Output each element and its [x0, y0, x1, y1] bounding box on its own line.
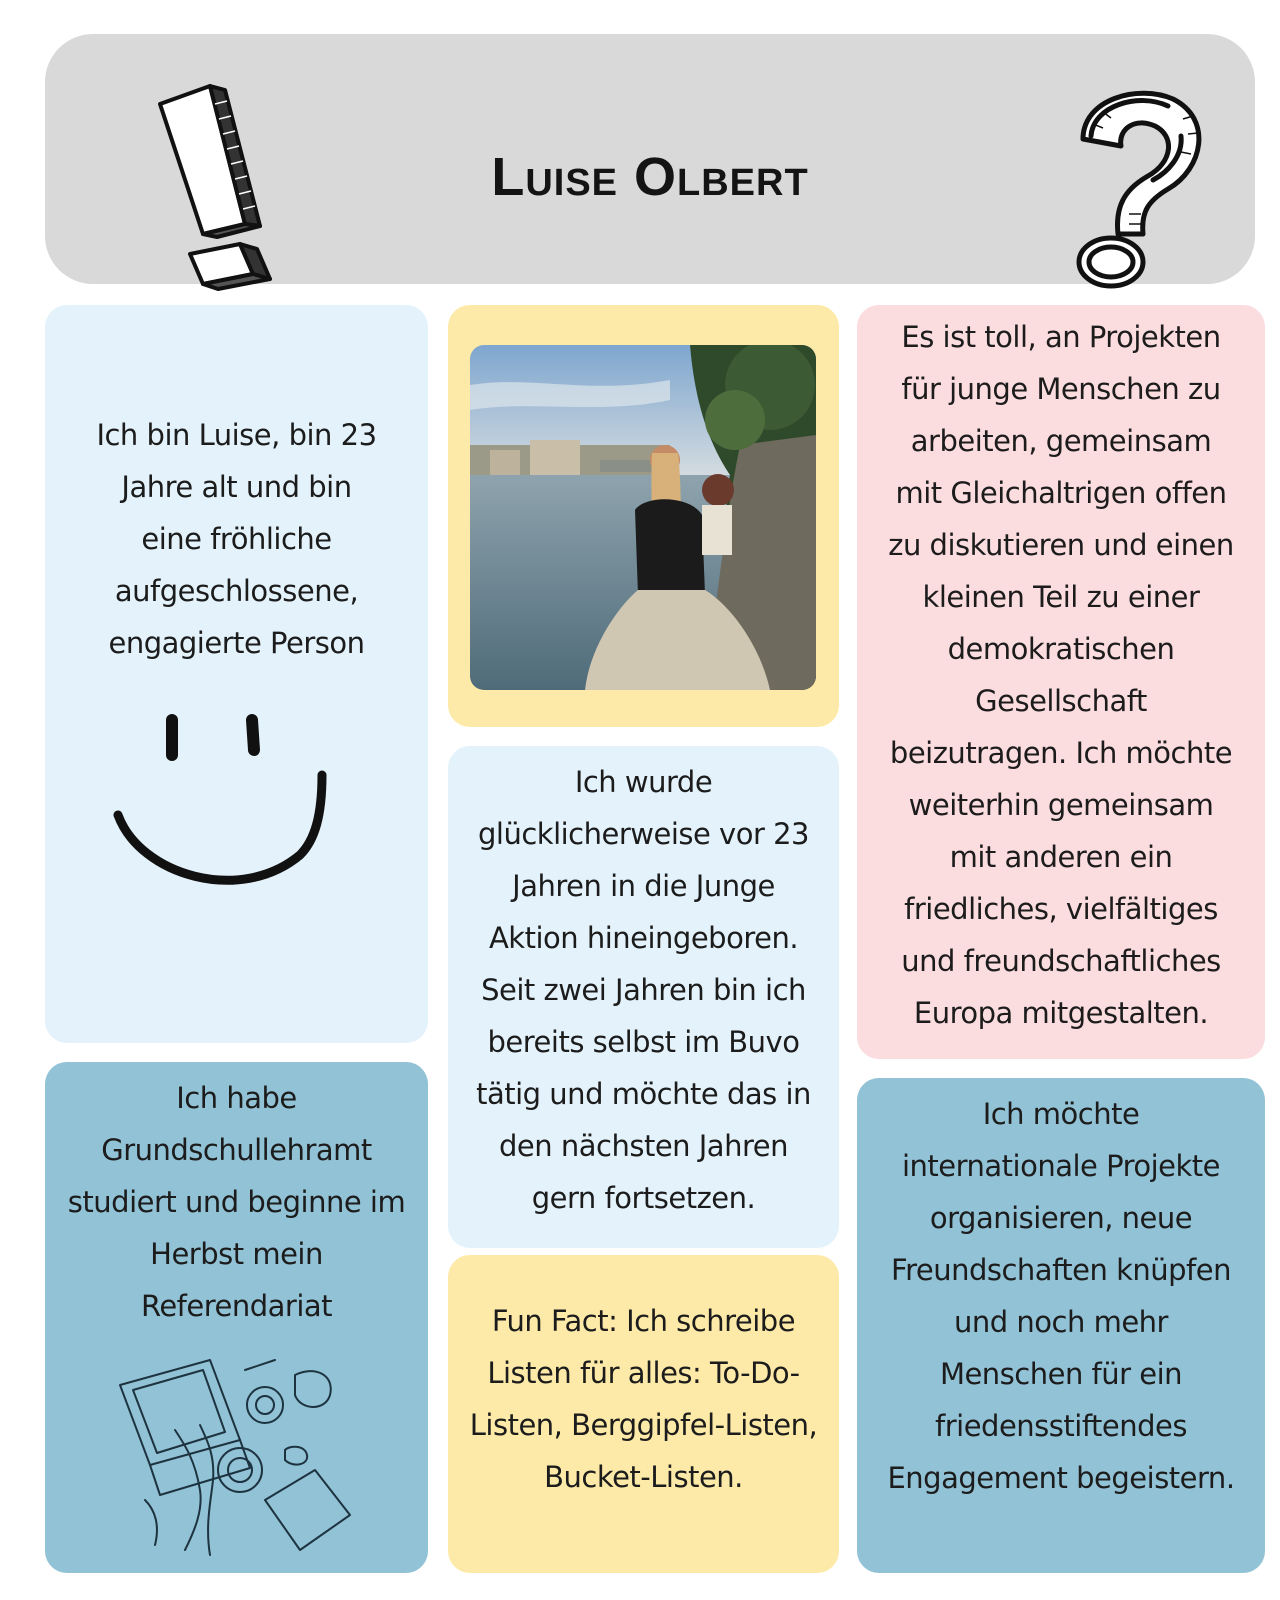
- text-line: Referendariat: [140, 1289, 333, 1323]
- page-title: Luise Olbert: [491, 147, 809, 207]
- text-line: gern fortsetzen.: [531, 1181, 756, 1215]
- photo-illustration: [470, 345, 816, 690]
- text-line: Ich möchte: [982, 1097, 1140, 1131]
- question-mark-icon: [1063, 84, 1213, 294]
- projects-card: [857, 305, 1265, 1059]
- text-line: Bucket-Listen.: [544, 1460, 743, 1494]
- fun-fact-card: [448, 1255, 839, 1573]
- text-line: Menschen für ein: [939, 1357, 1183, 1391]
- text-line: tätig und möchte das in: [476, 1077, 811, 1111]
- text-line: kleinen Teil zu einer: [922, 580, 1200, 614]
- text-line: Ich bin Luise, bin 23: [96, 418, 377, 452]
- text-line: organisieren, neue: [929, 1201, 1193, 1235]
- text-line: Es ist toll, an Projekten: [901, 320, 1221, 354]
- text-line: friedliches, vielfältiges: [904, 892, 1218, 926]
- text-line: Freundschaften knüpfen: [891, 1253, 1231, 1287]
- text-line: eine fröhliche: [141, 522, 332, 556]
- smiley-icon: [100, 705, 340, 895]
- text-line: bereits selbst im Buvo: [487, 1025, 800, 1059]
- text-line: Europa mitgestalten.: [913, 996, 1209, 1030]
- text-line: beizutragen. Ich möchte: [889, 736, 1233, 770]
- text-line: engagierte Person: [108, 626, 365, 660]
- text-line: demokratischen: [947, 632, 1175, 666]
- text-line: Jahre alt und bin: [121, 470, 352, 504]
- text-line: Engagement begeistern.: [887, 1461, 1235, 1495]
- photo-card: [448, 305, 839, 727]
- text-line: friedensstiftendes: [935, 1409, 1187, 1443]
- text-line: zu diskutieren und einen: [888, 528, 1234, 562]
- buvo-card: [448, 746, 839, 1248]
- study-card: [45, 1062, 428, 1573]
- projects-text: [857, 311, 1265, 1039]
- text-line: Listen für alles: To-Do-: [487, 1356, 800, 1390]
- international-card: [857, 1078, 1265, 1573]
- text-line: aufgeschlossene,: [114, 574, 359, 608]
- header-banner: [45, 34, 1255, 284]
- text-line: und noch mehr: [954, 1305, 1168, 1339]
- buvo-text: [448, 756, 839, 1224]
- profile-photo: [470, 345, 816, 690]
- text-line: Aktion hineingeboren.: [488, 921, 799, 955]
- intro-text: [45, 409, 428, 669]
- text-line: weiterhin gemeinsam: [908, 788, 1214, 822]
- fun-fact-text: [448, 1295, 839, 1503]
- intro-card: [45, 305, 428, 1043]
- text-line: Ich habe: [176, 1081, 297, 1115]
- text-line: Seit zwei Jahren bin ich: [481, 973, 806, 1007]
- desk-illustration-icon: [115, 1350, 355, 1560]
- text-line: und freundschaftliches: [901, 944, 1221, 978]
- text-line: arbeiten, gemeinsam: [910, 424, 1212, 458]
- text-line: studiert und beginne im: [67, 1185, 406, 1219]
- text-line: für junge Menschen zu: [901, 372, 1221, 406]
- text-line: Listen, Berggipfel-Listen,: [469, 1408, 818, 1442]
- text-line: Herbst mein: [150, 1237, 323, 1271]
- text-line: Jahren in die Junge: [512, 869, 775, 903]
- text-line: Gesellschaft: [975, 684, 1147, 718]
- text-line: internationale Projekte: [901, 1149, 1221, 1183]
- international-text: [857, 1088, 1265, 1504]
- text-line: mit Gleichaltrigen offen: [895, 476, 1227, 510]
- text-line: den nächsten Jahren: [499, 1129, 788, 1163]
- text-line: Fun Fact: Ich schreibe: [491, 1304, 796, 1338]
- text-line: Grundschullehramt: [101, 1133, 372, 1167]
- text-line: Ich wurde: [574, 765, 713, 799]
- text-line: mit anderen ein: [949, 840, 1173, 874]
- text-line: glücklicherweise vor 23: [477, 817, 810, 851]
- study-text: [45, 1072, 428, 1332]
